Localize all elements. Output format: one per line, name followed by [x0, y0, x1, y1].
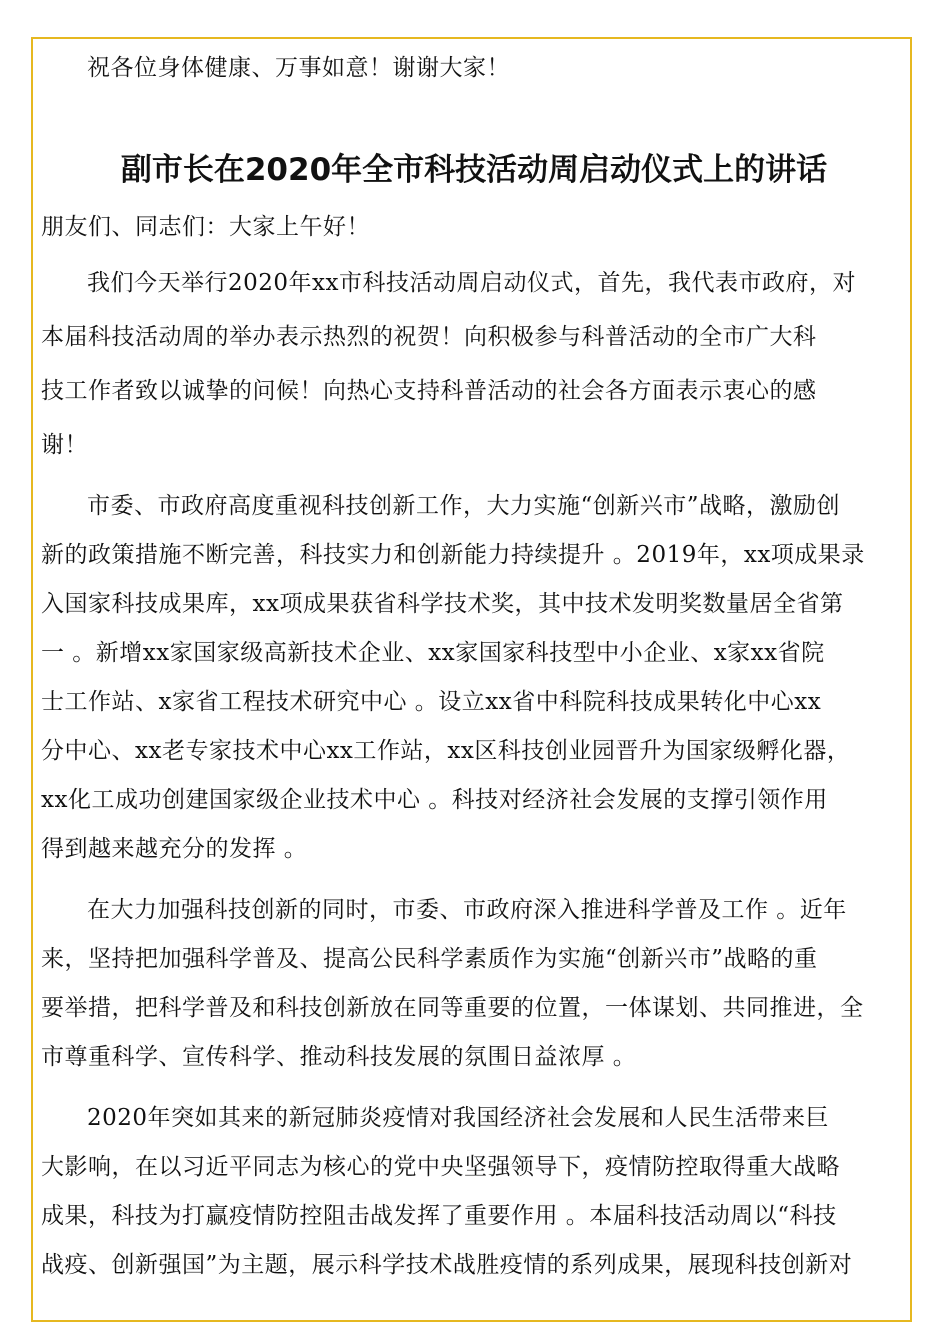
paragraph-line: 在大力加强科技创新的同时，市委、市政府深入推进科学普及工作 。近年: [87, 897, 847, 923]
paragraph-line: 市尊重科学、宣传科学、推动科技发展的氛围日益浓厚 。: [41, 1044, 637, 1070]
paragraph-line: 本届科技活动周的举办表示热烈的祝贺！向积极参与科普活动的全市广大科: [41, 324, 817, 350]
paragraph-2: [41, 488, 907, 867]
paragraph-line: xx化工成功创建国家级企业技术中心 。科技对经济社会发展的支撑引领作用: [41, 787, 828, 813]
paragraph-line: 大影响，在以习近平同志为核心的党中央坚强领导下，疫情防控取得重大战略: [41, 1154, 840, 1180]
paragraph-line: 一 。新增xx家国家级高新技术企业、xx家国家科技型中小企业、x家xx省院: [41, 640, 825, 666]
paragraph-line: 成果，科技为打赢疫情防控阻击战发挥了重要作用 。本届科技活动周以“科技: [41, 1203, 837, 1229]
paragraph-1: [41, 265, 907, 463]
paragraph-4: [41, 1100, 907, 1283]
paragraph-line: 战疫、创新强国”为主题，展示科学技术战胜疫情的系列成果，展现科技创新对: [41, 1252, 853, 1278]
paragraph-line: 2020年突如其来的新冠肺炎疫情对我国经济社会发展和人民生活带来巨: [87, 1105, 830, 1131]
document-body: [41, 50, 907, 1283]
paragraph-3: [41, 892, 907, 1075]
paragraph-line: 入国家科技成果库，xx项成果获省科学技术奖，其中技术发明奖数量居全省第: [41, 591, 844, 617]
paragraph-line: 新的政策措施不断完善，科技实力和创新能力持续提升 。2019年，xx项成果录: [41, 542, 865, 568]
paragraph-line: 谢！: [41, 432, 88, 458]
greeting: 朋友们、同志们：大家上午好！: [41, 214, 370, 240]
paragraph-line: 市委、市政府高度重视科技创新工作，大力实施“创新兴市”战略，激励创: [87, 493, 841, 519]
speech-title: 副市长在2020年全市科技活动周启动仪式上的讲话: [120, 152, 828, 188]
paragraph-line: 技工作者致以诚挚的问候！向热心支持科普活动的社会各方面表示衷心的感: [41, 378, 817, 404]
paragraph-line: 要举措，把科学普及和科技创新放在同等重要的位置，一体谋划、共同推进，全: [41, 995, 864, 1021]
paragraph-line: 分中心、xx老专家技术中心xx工作站，xx区科技创业园晋升为国家级孵化器，: [41, 738, 851, 764]
paragraph-line: 得到越来越充分的发挥 。: [41, 836, 308, 862]
closing-line: 祝各位身体健康、万事如意！谢谢大家！: [87, 55, 510, 81]
paragraph-line: 来，坚持把加强科学普及、提高公民科学素质作为实施“创新兴市”战略的重: [41, 946, 818, 972]
paragraph-line: 士工作站、x家省工程技术研究中心 。设立xx省中科院科技成果转化中心xx: [41, 689, 822, 715]
paragraph-line: 我们今天举行2020年xx市科技活动周启动仪式，首先，我代表市政府，对: [87, 270, 856, 296]
